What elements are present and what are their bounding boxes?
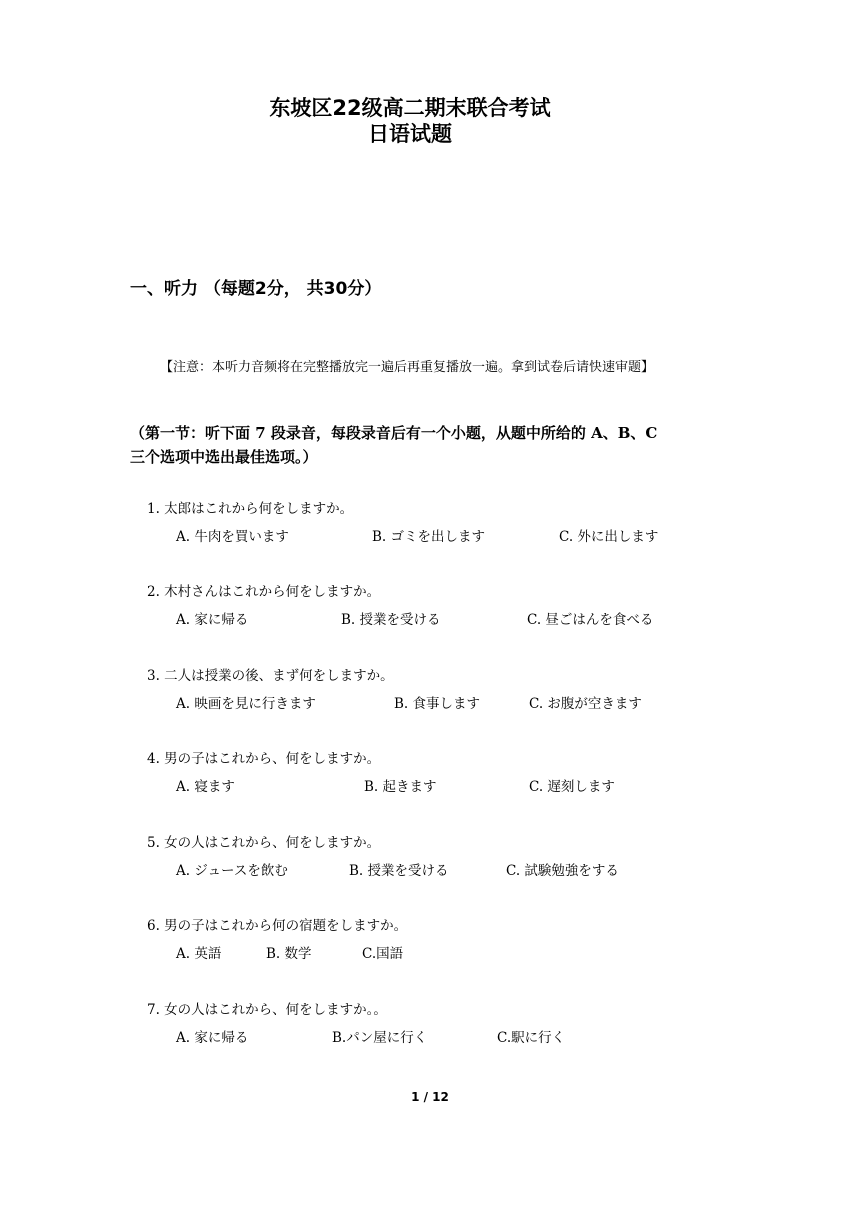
option-b: B. ゴミを出します <box>372 529 486 545</box>
question-stem: 4. 男の子はこれから、何をしますか。 <box>147 751 381 767</box>
option-a: A. 牛肉を買います <box>176 529 289 545</box>
question-stem: 1. 太郎はこれから何をしますか。 <box>147 501 354 517</box>
instruction-line1: （第一节：听下面 7 段录音，每段录音后有一个小题，从题中所给的 A、B、C <box>130 424 658 442</box>
option-b: B. 授業を受ける <box>341 612 441 628</box>
option-c: C.国語 <box>362 946 404 962</box>
question-stem: 7. 女の人はこれから、何をしますか。。 <box>147 1002 387 1018</box>
option-b: B. 起きます <box>364 779 437 795</box>
option-a: A. 家に帰る <box>176 612 249 628</box>
question-stem: 3. 二人は授業の後、まず何をしますか。 <box>147 668 394 684</box>
instruction-line2: 三个选项中选出最佳选项。） <box>130 448 318 466</box>
option-c: C. 試験勉強をする <box>506 863 619 879</box>
question-stem: 6. 男の子はこれから何の宿題をしますか。 <box>147 918 408 934</box>
option-c: C. 外に出します <box>559 529 659 545</box>
notice-text: 【注意：本听力音频将在完整播放完一遍后再重复播放一遍。拿到试卷后请快速审题】 <box>160 360 655 375</box>
option-b: B. 食事します <box>394 696 481 712</box>
option-a: A. 英語 <box>176 946 222 962</box>
option-b: B.パン屋に行く <box>332 1030 428 1046</box>
option-a: A. 映画を見に行きます <box>176 696 316 712</box>
section-heading: 一、听力 （每题2分， 共30分） <box>130 279 382 299</box>
option-c: C. お腹が空きます <box>529 696 642 712</box>
option-a: A. ジュースを飲む <box>176 863 288 879</box>
exam-title-line2: 日语试题 <box>368 122 452 146</box>
page-number: 1 / 12 <box>411 1090 449 1104</box>
option-b: B. 数学 <box>266 946 312 962</box>
option-c: C.駅に行く <box>497 1030 566 1046</box>
option-c: C. 遅刻します <box>529 779 615 795</box>
option-a: A. 家に帰る <box>176 1030 249 1046</box>
option-a: A. 寝ます <box>176 779 235 795</box>
exam-title-line1: 东坡区22级高二期末联合考试 <box>269 96 551 120</box>
question-stem: 2. 木村さんはこれから何をしますか。 <box>147 584 381 600</box>
question-stem: 5. 女の人はこれから、何をしますか。 <box>147 835 381 851</box>
option-c: C. 昼ごはんを食べる <box>527 612 654 628</box>
option-b: B. 授業を受ける <box>349 863 449 879</box>
